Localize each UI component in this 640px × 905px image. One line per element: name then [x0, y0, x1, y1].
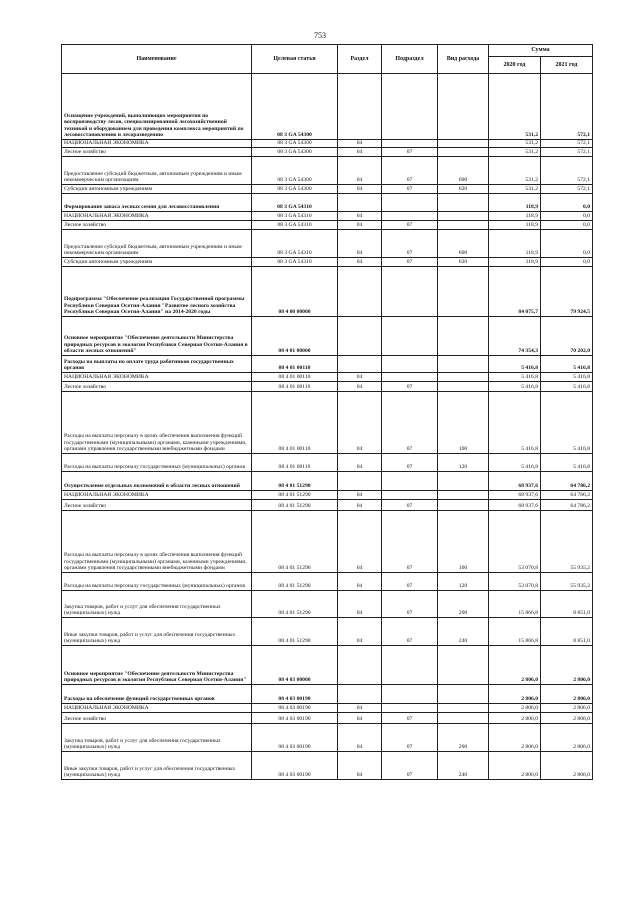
cell-value-2021: 572,1 — [541, 157, 593, 185]
cell-target: 08 3 GA 54310 — [252, 258, 338, 267]
cell-value-2020: 531,2 — [489, 148, 541, 157]
cell-section: 04 — [338, 230, 382, 258]
cell-name: Осуществление отдельных полномочий в области лесных отношений — [62, 472, 252, 491]
cell-value-2021: 70 202,0 — [541, 317, 593, 356]
cell-name: Предоставление субсидий бюджетным, автономным учреждениям и иным некоммерческим организациям — [62, 230, 252, 258]
cell-value-2021: 2 806,0 — [541, 752, 593, 780]
cell-target: 08 4 01 51290 — [252, 573, 338, 591]
table-row — [62, 752, 593, 780]
cell-target: 08 4 01 00110 — [252, 392, 338, 454]
cell-section: 04 — [338, 140, 382, 148]
cell-name: НАЦИОНАЛЬНАЯ ЭКОНОМИКА — [62, 212, 252, 221]
cell-name: Субсидии автономным учреждениям — [62, 185, 252, 194]
cell-name: Расходы на обеспечение функций государственных органов — [62, 685, 252, 704]
cell-value-2020: 68 937,6 — [489, 500, 541, 511]
page-number: 753 — [314, 31, 326, 40]
cell-value-2020: 5 416,8 — [489, 373, 541, 382]
cell-type — [438, 317, 489, 356]
cell-subsection: 07 — [382, 185, 438, 194]
cell-value-2021: 55 935,2 — [541, 573, 593, 591]
cell-value-2020: 118,9 — [489, 230, 541, 258]
cell-value-2021: 55 935,2 — [541, 511, 593, 573]
cell-target: 08 4 03 00190 — [252, 685, 338, 704]
cell-value-2020: 84 075,7 — [489, 267, 541, 317]
header-sum: Сумма — [489, 45, 593, 57]
cell-value-2020: 5 416,8 — [489, 382, 541, 392]
table-row — [62, 258, 593, 267]
cell-section: 04 — [338, 148, 382, 157]
cell-target: 08 3 GA 54310 — [252, 230, 338, 258]
cell-section — [338, 646, 382, 685]
cell-type: 200 — [438, 724, 489, 752]
cell-subsection — [382, 140, 438, 148]
cell-subsection: 07 — [382, 573, 438, 591]
cell-name: Лесное хозяйство — [62, 148, 252, 157]
cell-name: Лесное хозяйство — [62, 713, 252, 724]
cell-name: НАЦИОНАЛЬНАЯ ЭКОНОМИКА — [62, 140, 252, 148]
cell-value-2021: 0,0 — [541, 258, 593, 267]
cell-name: Лесное хозяйство — [62, 382, 252, 392]
cell-value-2020: 53 070,8 — [489, 573, 541, 591]
cell-subsection: 07 — [382, 724, 438, 752]
cell-subsection — [382, 491, 438, 500]
table-row — [62, 724, 593, 752]
cell-target: 08 4 00 00000 — [252, 267, 338, 317]
cell-type — [438, 382, 489, 392]
cell-target: 08 4 03 00190 — [252, 713, 338, 724]
cell-value-2021: 0,0 — [541, 212, 593, 221]
cell-name: Субсидии автономным учреждениям — [62, 258, 252, 267]
cell-subsection: 07 — [382, 752, 438, 780]
cell-target: 08 3 GA 54310 — [252, 212, 338, 221]
table-row — [62, 267, 593, 317]
cell-subsection: 07 — [382, 258, 438, 267]
cell-subsection: 07 — [382, 382, 438, 392]
cell-type: 620 — [438, 185, 489, 194]
cell-value-2020: 531,2 — [489, 74, 541, 140]
cell-section: 04 — [338, 573, 382, 591]
cell-section — [338, 356, 382, 373]
cell-name: Закупка товаров, работ и услуг для обеспечения государственных (муниципальных) нужд — [62, 591, 252, 618]
cell-value-2020: 68 937,6 — [489, 491, 541, 500]
cell-value-2020: 15 866,8 — [489, 618, 541, 646]
cell-name: Расходы на выплаты персоналу государственных (муниципальных) органов — [62, 573, 252, 591]
cell-type — [438, 713, 489, 724]
cell-value-2020: 2 806,0 — [489, 704, 541, 713]
cell-subsection — [382, 646, 438, 685]
budget-table — [61, 44, 593, 780]
cell-type: 200 — [438, 591, 489, 618]
cell-target: 08 3 GA 54310 — [252, 194, 338, 212]
cell-value-2021: 64 786,2 — [541, 491, 593, 500]
cell-section: 04 — [338, 185, 382, 194]
cell-section: 04 — [338, 258, 382, 267]
header-2021: 2021 год — [541, 57, 593, 74]
cell-section: 04 — [338, 724, 382, 752]
cell-value-2020: 2 806,0 — [489, 685, 541, 704]
cell-value-2021: 64 786,2 — [541, 472, 593, 491]
cell-name: Иные закупки товаров, работ и услуг для обеспечения государственных (муниципальных) нужд — [62, 618, 252, 646]
cell-type — [438, 148, 489, 157]
cell-name: Расходы на выплаты персоналу государственных (муниципальных) органов — [62, 454, 252, 472]
cell-target: 08 3 GA 54310 — [252, 221, 338, 230]
cell-section: 04 — [338, 618, 382, 646]
cell-name: Иные закупки товаров, работ и услуг для обеспечения государственных (муниципальных) нужд — [62, 752, 252, 780]
header-expense-type: Вид расхода — [438, 45, 489, 74]
cell-value-2020: 2 806,0 — [489, 713, 541, 724]
cell-subsection — [382, 356, 438, 373]
cell-target: 08 3 GA 54300 — [252, 74, 338, 140]
cell-name: Формирование запаса лесных семян для лесовосстановления — [62, 194, 252, 212]
cell-subsection: 07 — [382, 454, 438, 472]
cell-name: НАЦИОНАЛЬНАЯ ЭКОНОМИКА — [62, 491, 252, 500]
table-row — [62, 185, 593, 194]
cell-value-2020: 15 866,8 — [489, 591, 541, 618]
table-row — [62, 573, 593, 591]
cell-name: Расходы на выплаты персоналу в целях обеспечения выполнения функций государственными (муниципальными) органами, казенными учреждениями, органами управления государственными внебюджетными фондами — [62, 392, 252, 454]
cell-value-2021: 0,0 — [541, 230, 593, 258]
cell-value-2021: 572,1 — [541, 140, 593, 148]
cell-value-2020: 5 416,8 — [489, 454, 541, 472]
cell-subsection: 07 — [382, 148, 438, 157]
cell-name: Основное мероприятие "Обеспечение деятельности Министерства природных ресурсов и экологии Республики Северная Осетия-Алания в области лесных отношений" — [62, 317, 252, 356]
cell-target: 08 4 01 51290 — [252, 618, 338, 646]
cell-subsection — [382, 373, 438, 382]
cell-subsection: 07 — [382, 230, 438, 258]
cell-target: 08 3 GA 54300 — [252, 185, 338, 194]
header-subsection: Подраздел — [382, 45, 438, 74]
cell-target: 08 4 01 00110 — [252, 373, 338, 382]
cell-type: 600 — [438, 230, 489, 258]
cell-type — [438, 646, 489, 685]
table-row — [62, 646, 593, 685]
cell-section: 04 — [338, 704, 382, 713]
table-row — [62, 392, 593, 454]
cell-section: 04 — [338, 500, 382, 511]
cell-target: 08 3 GA 54300 — [252, 157, 338, 185]
cell-subsection: 07 — [382, 500, 438, 511]
cell-type — [438, 373, 489, 382]
cell-value-2021: 572,1 — [541, 74, 593, 140]
cell-name: Расходы на выплаты по оплате труда работников государственных органов — [62, 356, 252, 373]
cell-section — [338, 685, 382, 704]
cell-type — [438, 74, 489, 140]
cell-target: 08 4 01 00110 — [252, 454, 338, 472]
cell-section: 04 — [338, 454, 382, 472]
cell-target: 08 4 01 51290 — [252, 591, 338, 618]
table-row — [62, 511, 593, 573]
cell-subsection: 07 — [382, 591, 438, 618]
table-row — [62, 713, 593, 724]
cell-name: НАЦИОНАЛЬНАЯ ЭКОНОМИКА — [62, 373, 252, 382]
table-row — [62, 382, 593, 392]
cell-target: 08 4 01 51290 — [252, 500, 338, 511]
header-2020: 2020 год — [489, 57, 541, 74]
cell-type — [438, 685, 489, 704]
cell-value-2020: 5 416,8 — [489, 356, 541, 373]
cell-type: 120 — [438, 454, 489, 472]
cell-type — [438, 267, 489, 317]
table-row — [62, 454, 593, 472]
table-row — [62, 618, 593, 646]
cell-name: Основное мероприятие "Обеспечение деятельности Министерства природных ресурсов и экологии Республики Северная Осетия-Алания" — [62, 646, 252, 685]
cell-target: 08 4 01 51290 — [252, 491, 338, 500]
cell-type — [438, 356, 489, 373]
cell-name: Расходы на выплаты персоналу в целях обеспечения выполнения функций государственными (муниципальными) органами, казенными учреждениями, органами управления государственными внебюджетными фондами — [62, 511, 252, 573]
cell-value-2021: 0,0 — [541, 194, 593, 212]
cell-name: Подпрограмма "Обеспечение реализации Государственной программы Республики Северная Осетия-Алания "Развитие лесного хозяйства Республики Северная Осетия-Алания" на 2014-2020 годы — [62, 267, 252, 317]
cell-section: 04 — [338, 713, 382, 724]
cell-section: 04 — [338, 591, 382, 618]
table-row — [62, 74, 593, 140]
cell-section — [338, 194, 382, 212]
cell-value-2021: 8 851,0 — [541, 618, 593, 646]
table-row — [62, 194, 593, 212]
cell-target: 08 4 03 00190 — [252, 704, 338, 713]
table-row — [62, 317, 593, 356]
cell-section: 04 — [338, 221, 382, 230]
cell-target: 08 4 03 00190 — [252, 724, 338, 752]
table-row — [62, 685, 593, 704]
table-row — [62, 212, 593, 221]
cell-value-2021: 64 786,2 — [541, 500, 593, 511]
cell-type — [438, 194, 489, 212]
cell-value-2020: 118,9 — [489, 194, 541, 212]
cell-value-2021: 5 416,8 — [541, 356, 593, 373]
cell-subsection: 07 — [382, 511, 438, 573]
table-row — [62, 500, 593, 511]
cell-section: 04 — [338, 382, 382, 392]
cell-subsection: 07 — [382, 392, 438, 454]
cell-value-2021: 572,1 — [541, 185, 593, 194]
cell-value-2020: 68 937,6 — [489, 472, 541, 491]
cell-subsection: 07 — [382, 713, 438, 724]
cell-target: 08 4 03 00190 — [252, 752, 338, 780]
table-row — [62, 140, 593, 148]
cell-value-2020: 531,2 — [489, 185, 541, 194]
table-row — [62, 230, 593, 258]
cell-section: 04 — [338, 373, 382, 382]
cell-subsection — [382, 212, 438, 221]
table-row — [62, 221, 593, 230]
cell-subsection — [382, 317, 438, 356]
cell-type — [438, 500, 489, 511]
cell-value-2021: 0,0 — [541, 221, 593, 230]
cell-type — [438, 704, 489, 713]
cell-value-2021: 2 806,0 — [541, 704, 593, 713]
cell-section — [338, 472, 382, 491]
cell-type: 100 — [438, 511, 489, 573]
cell-name: Предоставление субсидий бюджетным, автономным учреждениям и иным некоммерческим организациям — [62, 157, 252, 185]
table-row — [62, 373, 593, 382]
cell-type: 120 — [438, 573, 489, 591]
table-row — [62, 356, 593, 373]
cell-name: Закупка товаров, работ и услуг для обеспечения государственных (муниципальных) нужд — [62, 724, 252, 752]
cell-subsection — [382, 267, 438, 317]
cell-subsection — [382, 704, 438, 713]
cell-value-2021: 2 806,0 — [541, 713, 593, 724]
cell-type — [438, 212, 489, 221]
header-target: Целевая статья — [252, 45, 338, 74]
cell-type: 240 — [438, 618, 489, 646]
cell-value-2021: 5 416,8 — [541, 454, 593, 472]
cell-type: 240 — [438, 752, 489, 780]
cell-section — [338, 74, 382, 140]
cell-subsection: 07 — [382, 157, 438, 185]
cell-value-2021: 79 924,5 — [541, 267, 593, 317]
cell-target: 08 3 GA 54300 — [252, 148, 338, 157]
cell-section: 04 — [338, 392, 382, 454]
cell-target: 08 4 01 00110 — [252, 356, 338, 373]
cell-value-2021: 2 806,0 — [541, 685, 593, 704]
cell-section: 04 — [338, 491, 382, 500]
cell-value-2020: 74 354,3 — [489, 317, 541, 356]
header-section: Раздел — [338, 45, 382, 74]
cell-subsection — [382, 74, 438, 140]
cell-subsection: 07 — [382, 618, 438, 646]
cell-section — [338, 267, 382, 317]
table-row — [62, 472, 593, 491]
cell-value-2021: 2 806,0 — [541, 646, 593, 685]
cell-target: 08 3 GA 54300 — [252, 140, 338, 148]
table-row — [62, 157, 593, 185]
cell-name: Лесное хозяйство — [62, 500, 252, 511]
cell-type — [438, 221, 489, 230]
cell-type — [438, 472, 489, 491]
cell-value-2020: 2 806,0 — [489, 646, 541, 685]
cell-target: 08 4 01 51290 — [252, 472, 338, 491]
table-row — [62, 148, 593, 157]
cell-section: 04 — [338, 752, 382, 780]
table-row — [62, 491, 593, 500]
cell-value-2021: 5 416,8 — [541, 392, 593, 454]
cell-value-2020: 2 806,0 — [489, 724, 541, 752]
cell-subsection — [382, 685, 438, 704]
cell-type — [438, 140, 489, 148]
cell-value-2021: 8 851,0 — [541, 591, 593, 618]
header-name: Наименование — [62, 45, 252, 74]
cell-type: 620 — [438, 258, 489, 267]
cell-value-2020: 531,2 — [489, 157, 541, 185]
cell-value-2020: 53 070,8 — [489, 511, 541, 573]
cell-value-2020: 5 416,8 — [489, 392, 541, 454]
cell-value-2021: 572,1 — [541, 148, 593, 157]
cell-value-2020: 531,2 — [489, 140, 541, 148]
cell-type: 100 — [438, 392, 489, 454]
cell-target: 08 4 01 51290 — [252, 511, 338, 573]
cell-section — [338, 317, 382, 356]
table-row — [62, 591, 593, 618]
cell-section: 04 — [338, 511, 382, 573]
cell-value-2020: 2 806,0 — [489, 752, 541, 780]
cell-name: Оснащение учреждений, выполняющих мероприятия по воспроизводству лесов, специализированной лесохозяйственной техникой и оборудованием для проведения комплекса мероприятий по лесовосстановлению и лесоразведению — [62, 74, 252, 140]
cell-value-2020: 118,9 — [489, 258, 541, 267]
cell-value-2021: 5 416,8 — [541, 382, 593, 392]
cell-target: 08 4 01 00000 — [252, 317, 338, 356]
cell-value-2021: 5 416,8 — [541, 373, 593, 382]
cell-type: 600 — [438, 157, 489, 185]
cell-name: Лесное хозяйство — [62, 221, 252, 230]
cell-subsection: 07 — [382, 221, 438, 230]
cell-value-2020: 118,9 — [489, 221, 541, 230]
cell-value-2021: 2 806,0 — [541, 724, 593, 752]
cell-subsection — [382, 194, 438, 212]
cell-type — [438, 491, 489, 500]
cell-value-2020: 118,9 — [489, 212, 541, 221]
cell-section: 04 — [338, 212, 382, 221]
table-row — [62, 704, 593, 713]
cell-name: НАЦИОНАЛЬНАЯ ЭКОНОМИКА — [62, 704, 252, 713]
cell-subsection — [382, 472, 438, 491]
cell-target: 08 4 01 00110 — [252, 382, 338, 392]
cell-target: 08 4 03 00000 — [252, 646, 338, 685]
cell-section: 04 — [338, 157, 382, 185]
